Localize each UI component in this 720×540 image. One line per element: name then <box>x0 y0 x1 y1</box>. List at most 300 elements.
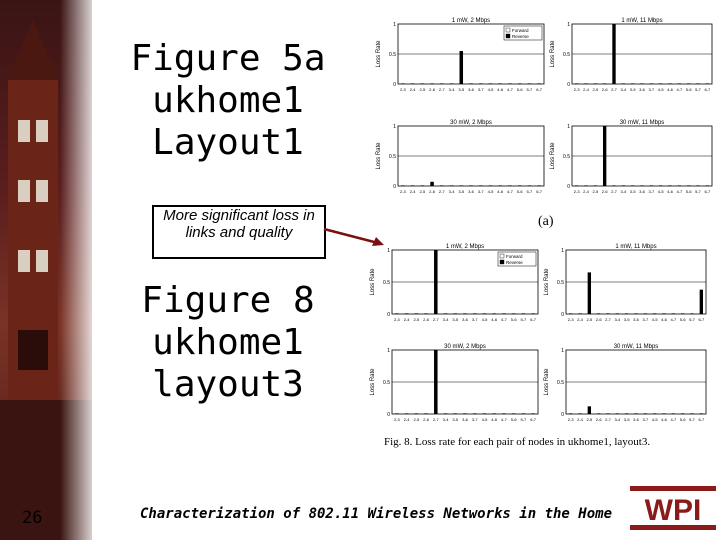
x-tick-label: 4-6 <box>497 189 504 194</box>
bar <box>690 313 693 314</box>
x-tick-label: 5-7 <box>695 87 701 92</box>
x-tick-label: 3-6 <box>633 417 639 422</box>
x-tick-label: 3-5 <box>623 417 630 422</box>
y-tick-label: 0.5 <box>563 52 570 58</box>
bar <box>518 83 522 84</box>
y-axis-label: Loss Rate <box>370 268 376 296</box>
x-tick-label: 2-5 <box>413 417 420 422</box>
y-axis-label: Loss Rate <box>550 142 556 170</box>
title-line: Figure 8 <box>141 280 315 321</box>
x-tick-label: 5-6 <box>679 317 686 322</box>
y-tick-label: 1 <box>561 348 564 354</box>
bar <box>644 413 647 414</box>
bar <box>454 313 458 314</box>
y-axis-label: Loss Rate <box>544 268 550 296</box>
bar <box>483 413 487 414</box>
y-tick-label: 1 <box>567 22 570 28</box>
y-tick-label: 1 <box>561 248 564 254</box>
bar <box>634 313 637 314</box>
bar <box>681 413 684 414</box>
y-tick-label: 0.5 <box>389 52 396 58</box>
loss-rate-chart <box>546 14 718 100</box>
x-tick-label: 2-3 <box>567 317 574 322</box>
y-tick-label: 0 <box>567 82 570 88</box>
x-tick-label: 4-5 <box>657 87 664 92</box>
y-axis-label: Loss Rate <box>550 40 556 68</box>
bar <box>603 126 606 186</box>
bar <box>434 250 438 314</box>
bar <box>522 413 526 414</box>
bar <box>415 313 419 314</box>
x-tick-label: 2-7 <box>605 417 611 422</box>
x-tick-label: 4-6 <box>497 87 504 92</box>
bar <box>444 313 448 314</box>
chart-title: 30 mW, 2 Mbps <box>444 344 486 350</box>
x-tick-label: 2-7 <box>432 417 439 422</box>
bar <box>640 185 643 186</box>
x-tick-label: 4-7 <box>501 417 507 422</box>
bar <box>650 83 653 84</box>
tower-roof <box>8 20 58 80</box>
x-tick-label: 6-7 <box>536 87 543 92</box>
bar <box>662 313 665 314</box>
bar <box>512 313 516 314</box>
y-tick-label: 1 <box>567 124 570 130</box>
x-tick-label: 2-4 <box>403 317 410 322</box>
x-tick-label: 2-3 <box>399 189 406 194</box>
chart-title: 1 mW, 11 Mbps <box>615 244 657 250</box>
x-tick-label: 5-6 <box>516 189 523 194</box>
x-tick-label: 4-6 <box>661 417 667 422</box>
x-tick-label: 2-7 <box>611 87 617 92</box>
bar <box>405 413 409 414</box>
logo-text: WPI <box>644 494 702 527</box>
x-tick-label: 3-7 <box>477 87 484 92</box>
x-tick-label: 2-5 <box>413 317 420 322</box>
x-tick-label: 4-7 <box>507 189 513 194</box>
y-axis-label: Loss Rate <box>370 368 376 396</box>
bar <box>672 413 675 414</box>
title-line: layout3 <box>152 364 304 405</box>
loss-rate-chart <box>366 340 544 430</box>
x-tick-label: 2-7 <box>438 189 445 194</box>
bar <box>575 83 578 84</box>
x-tick-label: 6-7 <box>704 87 711 92</box>
bar <box>659 185 662 186</box>
bar <box>440 185 444 186</box>
x-tick-label: 3-4 <box>442 417 449 422</box>
x-tick-label: 3-5 <box>629 189 636 194</box>
bar <box>469 185 473 186</box>
bar <box>473 313 477 314</box>
x-tick-label: 3-5 <box>458 189 465 194</box>
bar <box>597 413 600 414</box>
x-tick-label: 2-4 <box>577 317 583 322</box>
bar <box>492 413 496 414</box>
x-tick-label: 2-5 <box>592 87 599 92</box>
bar <box>450 185 454 186</box>
wpi-logo <box>630 486 716 530</box>
x-tick-label: 2-7 <box>605 317 611 322</box>
chart-title: 1 mW, 2 Mbps <box>445 244 485 250</box>
legend-label: Forward <box>512 28 529 33</box>
legend-swatch <box>500 260 504 264</box>
bar <box>508 185 512 186</box>
bar <box>508 83 512 84</box>
bar <box>678 83 681 84</box>
loss-rate-chart <box>372 14 550 100</box>
bar <box>696 185 699 186</box>
bar <box>421 185 425 186</box>
x-tick-label: 4-7 <box>501 317 507 322</box>
x-tick-label: 3-6 <box>468 189 474 194</box>
bar <box>489 185 493 186</box>
bar <box>625 313 628 314</box>
x-tick-label: 4-5 <box>651 417 658 422</box>
bar <box>401 185 405 186</box>
bar <box>502 413 506 414</box>
x-tick-label: 5-6 <box>679 417 686 422</box>
x-tick-label: 4-6 <box>491 317 498 322</box>
bar <box>672 313 675 314</box>
x-tick-label: 5-6 <box>685 87 692 92</box>
x-tick-label: 3-5 <box>623 317 630 322</box>
legend-label: Reverse <box>506 260 523 265</box>
bar <box>528 185 532 186</box>
tower-window <box>36 180 48 202</box>
x-tick-label: 3-4 <box>448 87 455 92</box>
bar <box>612 24 615 84</box>
x-tick-label: 5-7 <box>526 189 533 194</box>
y-tick-label: 0.5 <box>557 380 564 386</box>
figure-8-caption: Fig. 8. Loss rate for each pair of nodes in ukhome1, layout3. <box>384 436 651 448</box>
x-tick-label: 3-6 <box>462 417 468 422</box>
bar <box>678 185 681 186</box>
x-tick-label: 2-6 <box>429 87 435 92</box>
x-tick-label: 2-7 <box>611 189 617 194</box>
x-tick-label: 2-4 <box>403 417 410 422</box>
bar <box>606 413 609 414</box>
bar <box>700 413 703 414</box>
bar <box>411 83 415 84</box>
bar <box>434 350 438 414</box>
x-tick-label: 3-6 <box>639 189 645 194</box>
slide-number: 26 <box>22 508 43 528</box>
title-figure5a <box>118 38 338 164</box>
y-tick-label: 0 <box>387 412 390 418</box>
bar <box>415 413 419 414</box>
x-tick-label: 6-7 <box>530 317 537 322</box>
bar <box>625 413 628 414</box>
x-tick-label: 2-4 <box>583 87 589 92</box>
bar <box>584 83 587 84</box>
x-tick-label: 2-6 <box>595 317 602 322</box>
x-tick-label: 2-6 <box>429 189 435 194</box>
bar <box>578 413 581 414</box>
tower-window <box>18 180 30 202</box>
x-tick-label: 3-6 <box>639 87 645 92</box>
x-tick-label: 4-7 <box>670 317 677 322</box>
x-tick-label: 4-5 <box>487 87 494 92</box>
bar <box>584 185 587 186</box>
bar <box>450 83 454 84</box>
bar <box>687 185 690 186</box>
bar <box>578 313 581 314</box>
y-tick-label: 0.5 <box>383 380 390 386</box>
legend-swatch <box>506 28 510 32</box>
bar <box>424 313 428 314</box>
x-tick-label: 5-6 <box>510 417 517 422</box>
loss-rate-chart <box>540 340 712 430</box>
x-tick-label: 3-5 <box>629 87 636 92</box>
chart-title: 30 mW, 2 Mbps <box>450 120 492 126</box>
bar <box>588 406 591 414</box>
chart-title: 30 mW, 11 Mbps <box>613 344 659 350</box>
x-tick-label: 4-7 <box>670 417 677 422</box>
x-tick-label: 5-6 <box>510 317 517 322</box>
x-tick-label: 3-4 <box>448 189 455 194</box>
bar <box>463 313 467 314</box>
bar <box>463 413 467 414</box>
x-tick-label: 3-4 <box>614 417 621 422</box>
bar <box>668 83 671 84</box>
x-tick-label: 4-7 <box>676 87 683 92</box>
bar <box>594 185 597 186</box>
bar <box>616 413 619 414</box>
y-tick-label: 0.5 <box>557 280 564 286</box>
x-tick-label: 4-7 <box>676 189 683 194</box>
bar <box>469 83 473 84</box>
chart-title: 30 mW, 11 Mbps <box>619 120 665 126</box>
figure-5a-label: (a) <box>538 214 554 229</box>
bar <box>522 313 526 314</box>
chart-title: 1 mW, 2 Mbps <box>451 18 491 24</box>
bar <box>430 83 434 84</box>
x-tick-label: 3-7 <box>642 417 649 422</box>
bar <box>653 313 656 314</box>
x-tick-label: 3-6 <box>462 317 468 322</box>
bar <box>492 313 496 314</box>
bar <box>440 83 444 84</box>
callout-note: More significant loss in links and quality <box>152 205 326 259</box>
bar <box>634 413 637 414</box>
y-tick-label: 0.5 <box>563 154 570 160</box>
bar <box>687 83 690 84</box>
x-tick-label: 6-7 <box>704 189 711 194</box>
x-tick-label: 4-6 <box>491 417 498 422</box>
legend-swatch <box>506 34 510 38</box>
x-tick-label: 6-7 <box>698 317 705 322</box>
x-tick-label: 5-7 <box>689 417 695 422</box>
bar <box>512 413 516 414</box>
loss-rate-chart <box>372 116 550 202</box>
y-axis-label: Loss Rate <box>376 40 382 68</box>
y-tick-label: 1 <box>387 348 390 354</box>
x-tick-label: 4-5 <box>651 317 658 322</box>
title-line: Layout1 <box>152 122 304 163</box>
x-tick-label: 3-7 <box>477 189 484 194</box>
x-tick-label: 2-4 <box>409 189 416 194</box>
bar <box>640 83 643 84</box>
x-tick-label: 2-3 <box>567 417 574 422</box>
bar <box>430 182 434 186</box>
bar <box>622 185 625 186</box>
y-tick-label: 0.5 <box>389 154 396 160</box>
x-tick-label: 3-4 <box>620 87 627 92</box>
y-tick-label: 1 <box>387 248 390 254</box>
bar <box>622 83 625 84</box>
x-tick-label: 4-6 <box>667 87 673 92</box>
y-tick-label: 1 <box>393 124 396 130</box>
x-tick-label: 5-7 <box>526 87 533 92</box>
x-tick-label: 2-3 <box>573 189 580 194</box>
title-line: ukhome1 <box>152 322 304 363</box>
bar <box>668 185 671 186</box>
x-tick-label: 5-6 <box>516 87 523 92</box>
bar <box>662 413 665 414</box>
bar <box>489 83 493 84</box>
x-tick-label: 3-7 <box>648 87 655 92</box>
x-tick-label: 3-4 <box>442 317 449 322</box>
bar <box>395 413 399 414</box>
x-tick-label: 3-7 <box>648 189 655 194</box>
x-tick-label: 3-5 <box>452 417 459 422</box>
y-tick-label: 0.5 <box>383 280 390 286</box>
bar <box>588 272 591 314</box>
bar <box>612 185 615 186</box>
x-tick-label: 4-5 <box>481 417 488 422</box>
bar <box>537 185 541 186</box>
bar <box>606 313 609 314</box>
tower-window <box>36 120 48 142</box>
y-tick-label: 0 <box>393 184 396 190</box>
y-tick-label: 1 <box>393 22 396 28</box>
y-tick-label: 0 <box>567 184 570 190</box>
bar <box>473 413 477 414</box>
title-figure8 <box>118 280 338 406</box>
bar <box>395 313 399 314</box>
bar <box>421 83 425 84</box>
bar <box>631 83 634 84</box>
x-tick-label: 2-5 <box>586 417 593 422</box>
x-tick-label: 2-5 <box>419 189 426 194</box>
x-tick-label: 5-7 <box>520 417 527 422</box>
legend-label: Reverse <box>512 34 529 39</box>
bar <box>616 313 619 314</box>
bar <box>696 83 699 84</box>
bar <box>460 51 464 84</box>
x-tick-label: 2-5 <box>419 87 426 92</box>
x-tick-label: 4-5 <box>487 189 494 194</box>
x-tick-label: 2-6 <box>595 417 602 422</box>
x-tick-label: 2-3 <box>573 87 580 92</box>
bar <box>575 185 578 186</box>
x-tick-label: 2-6 <box>601 189 608 194</box>
bar <box>569 413 572 414</box>
x-tick-label: 2-6 <box>423 417 429 422</box>
x-tick-label: 4-6 <box>667 189 673 194</box>
x-tick-label: 4-6 <box>661 317 667 322</box>
x-tick-label: 2-6 <box>423 317 429 322</box>
bar <box>424 413 428 414</box>
x-tick-label: 3-7 <box>471 417 478 422</box>
bar <box>401 83 405 84</box>
y-tick-label: 0 <box>393 82 396 88</box>
y-axis-label: Loss Rate <box>544 368 550 396</box>
bar <box>597 313 600 314</box>
y-tick-label: 0 <box>387 312 390 318</box>
bar <box>706 83 709 84</box>
bar <box>444 413 448 414</box>
x-tick-label: 2-3 <box>399 87 406 92</box>
bar <box>653 413 656 414</box>
x-tick-label: 2-5 <box>586 317 593 322</box>
bar <box>528 83 532 84</box>
y-axis-label: Loss Rate <box>376 142 382 170</box>
tower-window <box>36 250 48 272</box>
x-tick-label: 2-4 <box>577 417 583 422</box>
footer-title: Characterization of 802.11 Wireless Networks in the Home <box>140 506 613 522</box>
y-tick-label: 0 <box>561 312 564 318</box>
y-tick-label: 0 <box>561 412 564 418</box>
bar <box>411 185 415 186</box>
bar <box>700 290 703 314</box>
bar <box>518 185 522 186</box>
title-line: Figure 5a <box>130 38 326 79</box>
bar <box>690 413 693 414</box>
bar <box>537 83 541 84</box>
bar <box>498 83 502 84</box>
tower-window <box>18 120 30 142</box>
bar <box>502 313 506 314</box>
bar <box>454 413 458 414</box>
bar <box>681 313 684 314</box>
bar <box>706 185 709 186</box>
x-tick-label: 3-4 <box>614 317 621 322</box>
bar <box>650 185 653 186</box>
loss-rate-chart <box>366 240 544 330</box>
legend-swatch <box>500 254 504 258</box>
bar <box>603 83 606 84</box>
bar <box>483 313 487 314</box>
x-tick-label: 4-5 <box>657 189 664 194</box>
x-tick-label: 2-3 <box>393 417 400 422</box>
x-tick-label: 2-6 <box>601 87 608 92</box>
x-tick-label: 4-7 <box>507 87 513 92</box>
bar <box>479 185 483 186</box>
x-tick-label: 3-5 <box>452 317 459 322</box>
x-tick-label: 2-5 <box>592 189 599 194</box>
x-tick-label: 6-7 <box>698 417 705 422</box>
x-tick-label: 2-7 <box>438 87 445 92</box>
x-tick-label: 6-7 <box>536 189 543 194</box>
x-tick-label: 3-6 <box>468 87 474 92</box>
bar <box>479 83 483 84</box>
x-tick-label: 5-7 <box>689 317 695 322</box>
x-tick-label: 2-7 <box>432 317 439 322</box>
bar <box>531 313 535 314</box>
x-tick-label: 3-5 <box>458 87 465 92</box>
photo-fade <box>60 0 100 540</box>
x-tick-label: 2-4 <box>583 189 589 194</box>
bar <box>631 185 634 186</box>
loss-rate-chart <box>546 116 718 202</box>
x-tick-label: 5-7 <box>695 189 701 194</box>
x-tick-label: 4-5 <box>481 317 488 322</box>
bar <box>644 313 647 314</box>
x-tick-label: 5-6 <box>685 189 692 194</box>
legend-label: Forward <box>506 254 523 259</box>
